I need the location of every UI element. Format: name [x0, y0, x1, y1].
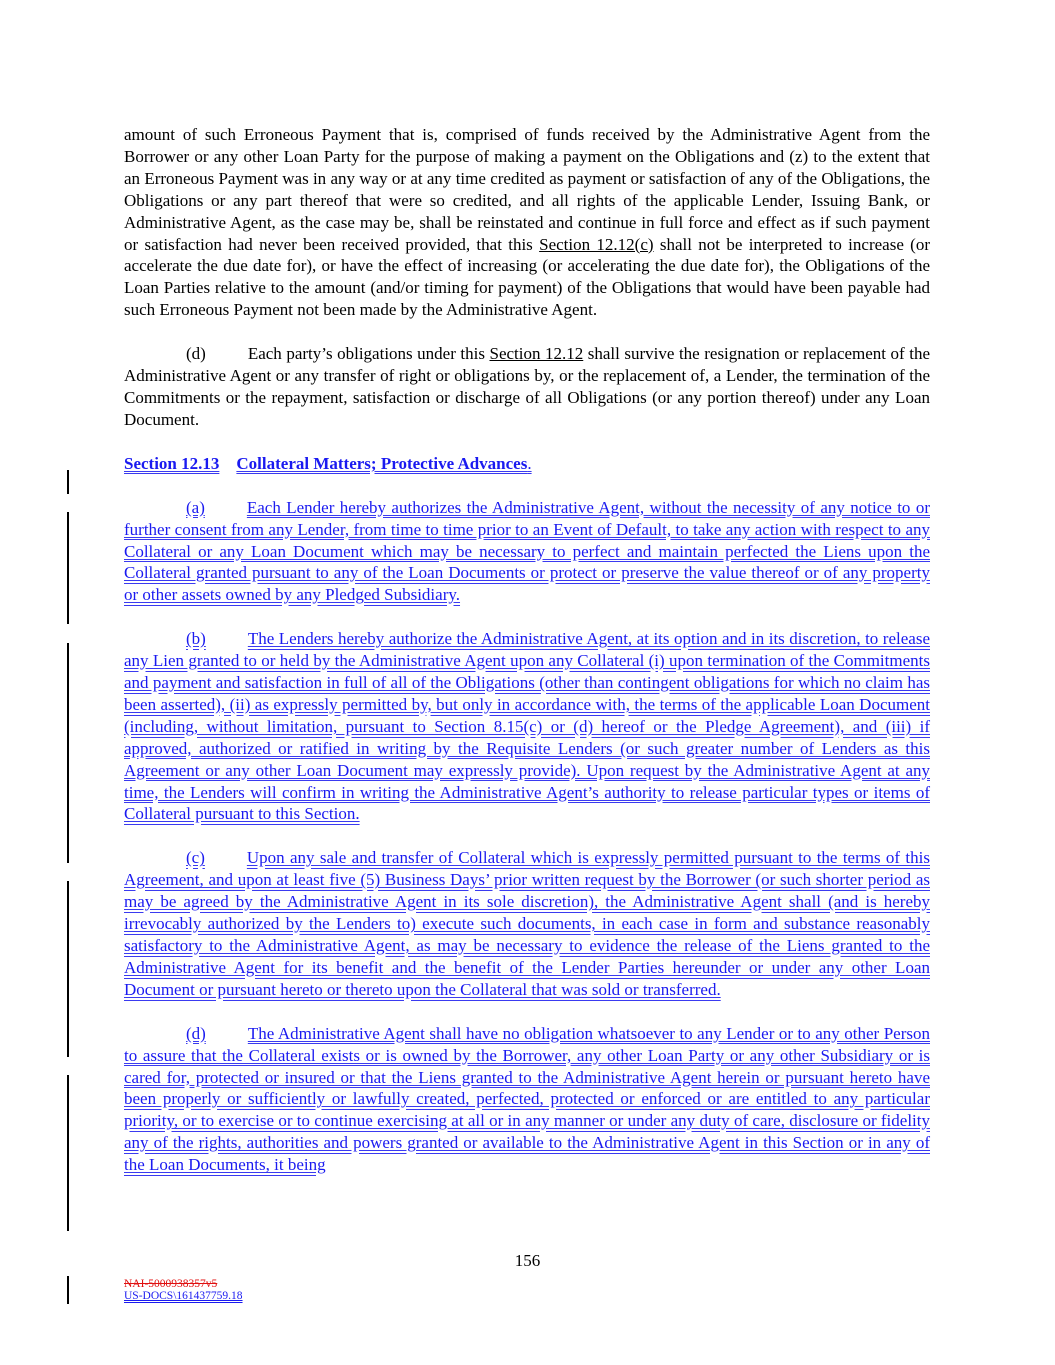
paragraph-text: amount of such Erroneous Payment that is, comprised of funds received by the Administrative Agent from the Borrower or any other Loan Party for the purpose of making a payment on the Obligations and (z) to the extent that an Erroneous Payment was in any way or at any time credited as payment or satisfaction of any of the Obligations, the Obligations or any part thereof that were so credited, and all rights of the applicable Lender, Issuing Bank, or Administrative Agent, as the case may be, shall be reinstated and continue in full force and effect as if such payment or satisfaction had never been received provided, that this [124, 125, 930, 254]
inserted-doc-id: US-DOCS\161437759.18 [124, 1290, 243, 1302]
section-heading [124, 453, 930, 475]
paragraph-text: Each Lender hereby authorizes the Administrative Agent, without the necessity of any notice to or further consent from any Lender, from time to time prior to an Event of Default, to take any action with respect to any Collateral or any Loan Document which may be necessary to perfect and maintain perfected the Liens upon the Collateral granted pursuant to any of the Loan Documents or protect or preserve the value thereof or of any property or other assets owned by any Pledged Subsidiary. [124, 497, 930, 605]
deleted-doc-id: NAI-5000938357v5 [124, 1278, 218, 1290]
paragraph-label: (d) [186, 344, 206, 364]
footer-doc-id [124, 1278, 243, 1302]
section-reference[interactable]: Section 12.12 [489, 344, 584, 364]
paragraph-d-survival [124, 343, 930, 431]
paragraph-c [124, 847, 930, 1000]
paragraph-label: (b) [186, 629, 206, 649]
section-title-period: . [527, 453, 532, 473]
change-bar [67, 1276, 69, 1304]
paragraph-text: Upon any sale and transfer of Collateral which is expressly permitted pursuant to the terms of this Agreement, and upon at least five (5) Business Days’ prior written request by the Borrower (or such shorter period as may be agreed by the Administrative Agent in its sole discretion), the Administrative Agent shall (and is hereby irrevocably authorized by the Lenders to) execute such documents, in each case in form and substance reasonably satisfactory to the Administrative Agent, as may be necessary to evidence the release of the Liens granted to the Administrative Agent for its benefit and the benefit of the Lender Parties hereunder or under any other Loan Document or pursuant hereto or thereto upon the Collateral that was sold or transferred. [124, 848, 930, 999]
paragraph-text: The Administrative Agent shall have no obligation whatsoever to any Lender or to any other Person to assure that the Collateral exists or is owned by the Borrower, any other Loan Party or any other Subsidiary or is cared for, protected or insured or that the Liens granted to the Administrative Agent herein or pursuant hereto have been properly or sufficiently or lawfully created, perfected, protected or enforced or are entitled to any particular priority, or to exercise or to continue exercising at all or in any manner or under any duty of care, disclosure or fidelity any of the rights, authorities and powers granted or available to the Administrative Agent in this Section or in any of the Loan Documents, it being [124, 1023, 930, 1175]
paragraph-label: (d) [186, 1023, 206, 1043]
change-bar [67, 881, 69, 1057]
section-reference[interactable]: Section 12.12(c) [539, 234, 654, 254]
change-bar [67, 1075, 69, 1231]
paragraph-b [124, 628, 930, 825]
paragraph-d [124, 1023, 930, 1176]
change-bar [67, 470, 69, 494]
paragraph-erroneous-payment-cont [124, 124, 930, 321]
page-number: 156 [514, 1251, 541, 1270]
document-body [124, 124, 930, 1176]
paragraph-text: shall not be interpreted to increase (or accelerate the due date for), or have the effect of increasing (or accelerating the due date for), the Obligations of the Loan Parties relative to the amount (and/or timing for payment) of the Obligations that would have been payable had such Erroneous Payment not been made by the Administrative Agent. [124, 234, 931, 320]
paragraph-text: The Lenders hereby authorize the Administrative Agent, at its option and in its discretion, to release any Lien granted to or held by the Administrative Agent upon any Collateral (i) upon termination of the Commitments and payment and satisfaction in full of all of the Obligations (other than contingent obligations for which no claim has been asserted), (ii) as expressly permitted by, but only in accordance with, the terms of the applicable Loan Document (including, without limitation, pursuant to Section 8.15(c) or (d) hereof or the Pledge Agreement), and (iii) if approved, authorized or ratified in writing by the Requisite Lenders (or such greater number of Lenders as this Agreement or any other Loan Document may expressly provide). Upon request by the Administrative Agent at any time, the Lenders will confirm in writing the Administrative Agent’s authority to release particular types or items of Collateral pursuant to this Section. [124, 629, 930, 824]
paragraph-a [124, 497, 930, 607]
paragraph-label: (c) [186, 848, 205, 868]
paragraph-label: (a) [186, 497, 205, 517]
change-bar [67, 643, 69, 863]
section-number: Section 12.13 [124, 453, 220, 473]
paragraph-text: Each party’s obligations under this [247, 344, 490, 364]
change-bar [67, 512, 69, 624]
paragraph-text: shall survive the resignation or replacement of the Administrative Agent or any transfer of right or obligations by, or the replacement of, a Lender, the termination of the Commitments or the repayment, satisfaction or discharge of all Obligations (or any portion thereof) under any Loan Document. [124, 344, 930, 429]
section-title: Collateral Matters; Protective Advances [236, 453, 528, 473]
